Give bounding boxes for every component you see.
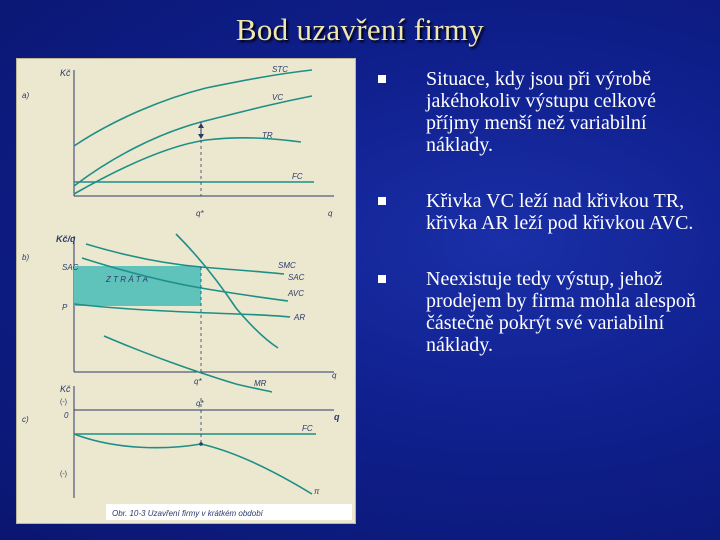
figure-caption: Obr. 10-3 Uzavření firmy v krátkém období bbox=[112, 509, 263, 518]
tr-label: TR bbox=[262, 131, 273, 140]
mr-label: MR bbox=[254, 379, 267, 388]
panel-a-x-label: q bbox=[328, 209, 333, 218]
panel-b bbox=[22, 234, 337, 392]
sac-label: SAC bbox=[288, 273, 305, 282]
panel-b-q-star: q* bbox=[194, 377, 202, 386]
bullet-item bbox=[376, 190, 706, 234]
sac-left-label: SAC bbox=[62, 263, 79, 272]
panel-c-x-label: q bbox=[334, 412, 340, 422]
ar-label: AR bbox=[294, 313, 306, 322]
figure-svg bbox=[16, 58, 356, 524]
panel-c-point bbox=[199, 442, 203, 446]
bullet-text: Křivka VC leží nad křivkou TR, křivka AR leží pod křivkou AVC. bbox=[426, 190, 694, 234]
square-bullet-icon bbox=[378, 197, 386, 205]
bullet-text: Situace, kdy jsou při výrobě jakéhokoliv výstupu celkové příjmy menší než variabilní náklady. bbox=[426, 68, 656, 156]
mr-curve bbox=[104, 336, 272, 392]
panel-c bbox=[22, 384, 340, 498]
economics-figure bbox=[16, 58, 356, 524]
fc-label: FC bbox=[292, 172, 303, 181]
panel-c-q-star: q* bbox=[196, 399, 204, 408]
loss-area bbox=[74, 266, 201, 306]
panel-b-x-label: q bbox=[332, 371, 337, 380]
avc-label: AVC bbox=[288, 289, 305, 298]
profit-label: π bbox=[314, 487, 320, 496]
bullet-item bbox=[376, 268, 706, 356]
loss-label: Z T R Á T A bbox=[106, 275, 148, 284]
smc-label: SMC bbox=[278, 261, 296, 270]
profit-curve bbox=[74, 434, 312, 494]
stc-label: STC bbox=[272, 65, 288, 74]
p-left-label: P bbox=[62, 303, 68, 312]
slide-title: Bod uzavření firmy bbox=[235, 12, 485, 47]
panel-a-q-star: q* bbox=[196, 209, 204, 218]
vc-curve bbox=[74, 96, 312, 186]
panel-b-y-label: Kč/q bbox=[56, 234, 76, 244]
tr-curve bbox=[74, 138, 301, 194]
stc-curve bbox=[74, 70, 312, 146]
panel-a-arrow-down-icon bbox=[198, 134, 204, 139]
bullet-text: Neexistuje tedy výstup, jehož prodejem by firma mohla alespoň částečně pokrýt své variabilní náklady. bbox=[426, 268, 696, 356]
panel-c-label: c) bbox=[22, 415, 29, 424]
panel-a-y-label: Kč bbox=[60, 68, 71, 78]
square-bullet-icon bbox=[378, 75, 386, 83]
panel-a-arrow-up-icon bbox=[198, 123, 204, 128]
panel-a-label: a) bbox=[22, 91, 30, 100]
panel-c-zero-mark: 0 bbox=[64, 411, 69, 420]
bullet-list bbox=[376, 68, 706, 390]
square-bullet-icon bbox=[378, 275, 386, 283]
panel-c-lower-mark: (-) bbox=[60, 471, 67, 478]
panel-c-upper-mark: (-) bbox=[60, 399, 67, 406]
panel-c-y-label: Kč bbox=[60, 384, 71, 394]
panel-a bbox=[22, 65, 334, 218]
panel-c-fc-label: FC bbox=[302, 424, 313, 433]
panel-b-label: b) bbox=[22, 253, 30, 262]
bullet-item bbox=[376, 68, 706, 156]
vc-label: VC bbox=[272, 93, 284, 102]
